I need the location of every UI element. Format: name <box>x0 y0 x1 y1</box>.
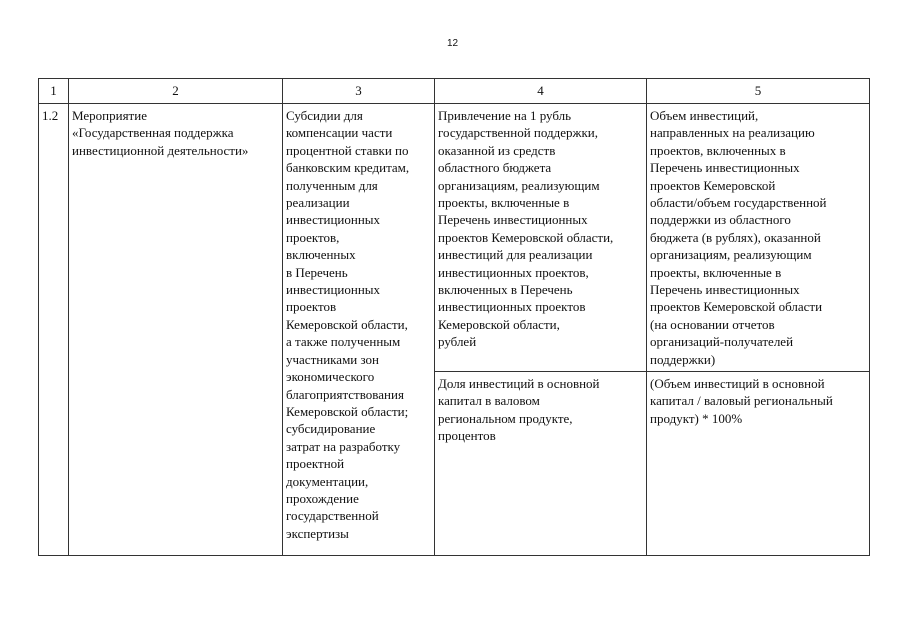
header-col-3: 3 <box>283 79 435 104</box>
header-col-4: 4 <box>435 79 647 104</box>
row-number: 1.2 <box>39 104 69 556</box>
event-cell: Мероприятие «Государственная поддержка инвестиционной деятельности» <box>69 104 283 556</box>
indicator-formula-cell: Объем инвестиций, направленных на реализацию проектов, включенных в Перечень инвестиционных проектов Кемеровской области/объем государственной поддержки из областного бюджета (в рублях), оказанной организациям, реализующим проекты, включенные в Перечень инвестиционных проектов Кемеровской области (на основании отчетов организаций-получателей поддержки) <box>647 104 870 372</box>
header-col-2: 2 <box>69 79 283 104</box>
indicator-name-cell: Доля инвестиций в основной капитал в валовом региональном продукте, процентов <box>435 372 647 556</box>
page-number: 12 <box>446 38 459 49</box>
header-col-1: 1 <box>39 79 69 104</box>
table-header-row <box>39 79 870 104</box>
header-col-5: 5 <box>647 79 870 104</box>
indicators-table <box>38 78 870 556</box>
indicator-name-cell: Привлечение на 1 рубль государственной поддержки, оказанной из средств областного бюджета организациям, реализующим проекты, включенные в Перечень инвестиционных проектов Кемеровской области, инвестиций для реализации инвестиционных проектов, включенных в Перечень инвестиционных проектов Кемеровской области, рублей <box>435 104 647 372</box>
indicator-formula-cell: (Объем инвестиций в основной капитал / валовый региональный продукт) * 100% <box>647 372 870 556</box>
table-row <box>39 104 870 372</box>
mechanism-cell: Субсидии для компенсации части процентной ставки по банковским кредитам, полученным для реализации инвестиционных проектов, включенных в Перечень инвестиционных проектов Кемеровской области, а также полученным участниками зон экономического благоприятствования Кемеровской области; субсидирование затрат на разработку проектной документации, прохождение государственной экспертизы <box>283 104 435 556</box>
